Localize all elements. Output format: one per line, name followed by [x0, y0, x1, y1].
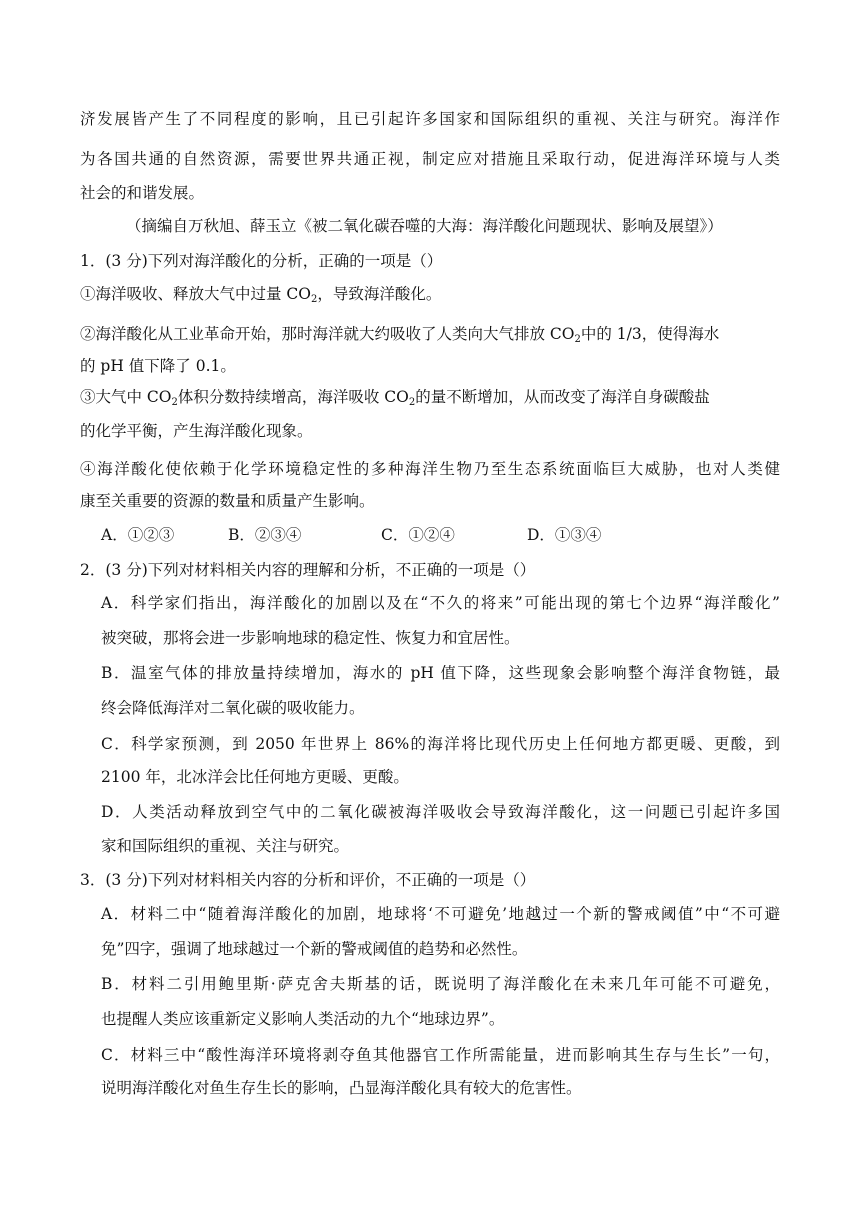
q1-statement-3-cont: 的化学平衡，产生海洋酸化现象。 [80, 422, 313, 440]
q2-option-a[interactable]: A．科学家们指出，海洋酸化的加剧以及在“不久的将来”可能出现的第七个边界“海洋酸化” [101, 594, 780, 612]
q1-statement-1: ①海洋吸收、释放大气中过量 $CO_2$，导致海洋酸化。 [80, 285, 442, 305]
q2-option-b-cont: 终会降低海洋对二氧化碳的吸收能力。 [101, 699, 365, 717]
q1-statement-2-cont: 的 pH 值下降了 0.1。 [80, 357, 236, 375]
question-2-stem: 2．(3 分)下列对材料相关内容的理解和分析，不正确的一项是（） [80, 561, 536, 579]
passage-line: 为各国共通的自然资源，需要世界共通正视，制定应对措施且采取行动，促进海洋环境与人类 [80, 150, 780, 168]
q1-option-d[interactable]: D．①③④ [527, 526, 602, 544]
q3-option-b[interactable]: B．材料二引用鲍里斯·萨克舍夫斯基的话，既说明了海洋酸化在未来几年可能不可避免， [101, 975, 780, 993]
source-citation: （摘编自万秋旭、薛玉立《被二氧化碳吞噬的大海：海洋酸化问题现状、影响及展望》） [126, 217, 723, 235]
q3-option-a[interactable]: A．材料二中“随着海洋酸化的加剧，地球将‘不可避免’地越过一个新的警戒阈值”中“不可避 [101, 905, 780, 923]
q1-option-c[interactable]: C．①②④ [381, 526, 455, 544]
q1-statement-3: ③大气中 $CO_2$体积分数持续增高，海洋吸收 $CO_2$的量不断增加，从而改变了海洋自身碳酸盐 [80, 388, 710, 408]
q3-option-c[interactable]: C．材料三中“酸性海洋环境将剥夺鱼其他器官工作所需能量，进而影响其生存与生长”一句， [101, 1046, 780, 1064]
q3-option-c-cont: 说明海洋酸化对鱼生存生长的影响，凸显海洋酸化具有较大的危害性。 [101, 1079, 582, 1097]
q2-option-c[interactable]: C．科学家预测，到 2050 年世界上 86%的海洋将比现代历史上任何地方都更暖、更酸，到 [101, 735, 780, 753]
q1-statement-4-cont: 康至关重要的资源的数量和质量产生影响。 [80, 492, 375, 510]
q3-option-b-cont: 也提醒人类应该重新定义影响人类活动的九个“地球边界”。 [101, 1010, 505, 1028]
q2-option-c-cont: 2100 年，北冰洋会比任何地方更暖、更酸。 [101, 768, 409, 786]
q1-statement-2: ②海洋酸化从工业革命开始，那时海洋就大约吸收了人类向大气排放 $CO_2$中的 1/3，使得海水 [80, 325, 720, 345]
q2-option-d-cont: 家和国际组织的重视、关注与研究。 [101, 837, 350, 855]
q2-option-b[interactable]: B．温室气体的排放量持续增加，海水的 pH 值下降，这些现象会影响整个海洋食物链，最 [101, 664, 780, 682]
passage-line: 社会的和谐发展。 [80, 184, 205, 202]
question-3-stem: 3．(3 分)下列对材料相关内容的分析和评价，不正确的一项是（） [80, 871, 536, 889]
q3-option-a-cont: 免”四字，强调了地球越过一个新的警戒阈值的趋势和必然性。 [101, 940, 528, 958]
q1-option-a[interactable]: A．①②③ [101, 526, 175, 544]
q2-option-d[interactable]: D．人类活动释放到空气中的二氧化碳被海洋吸收会导致海洋酸化，这一问题已引起许多国 [101, 803, 780, 821]
q1-statement-4: ④海洋酸化使依赖于化学环境稳定性的多种海洋生物乃至生态系统面临巨大威胁，也对人类健 [80, 460, 780, 478]
q2-option-a-cont: 被突破，那将会进一步影响地球的稳定性、恢复力和宜居性。 [101, 629, 520, 647]
q1-option-b[interactable]: B．②③④ [228, 526, 302, 544]
passage-line: 济发展皆产生了不同程度的影响，且已引起许多国家和国际组织的重视、关注与研究。海洋作 [80, 110, 780, 128]
question-1-stem: 1．(3 分)下列对海洋酸化的分析，正确的一项是（） [80, 252, 443, 270]
